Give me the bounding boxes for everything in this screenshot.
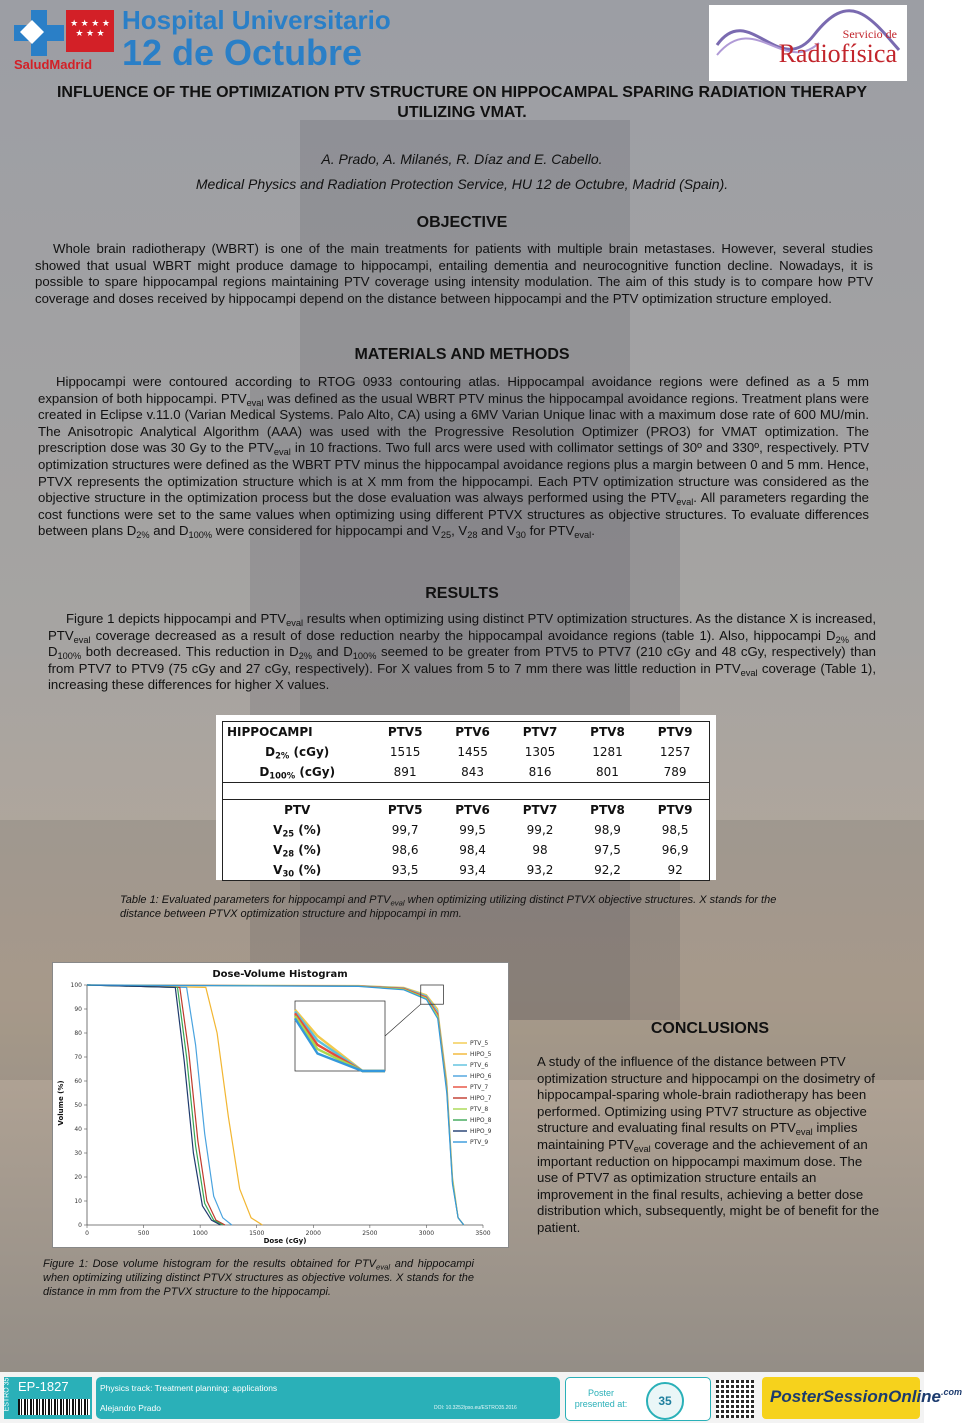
series-line [87, 985, 262, 1225]
doi-label: DOI: 10.3252/pso.eu/ESTRO35.2016 [434, 1405, 517, 1411]
chart-title: Dose-Volume Histogram [212, 969, 348, 980]
label-sub: 30 [282, 868, 295, 879]
cell: 93,5 [391, 863, 419, 877]
presented-at-box [565, 1377, 711, 1421]
results-p5: both decreased. This reduction in D [81, 644, 299, 660]
sub-v30: 30 [515, 530, 526, 541]
axes [71, 982, 491, 1237]
methods-p3: in 10 fractions. Two full arcs were used with collimator settings of 30º and 330º, respectively. PTV optimization structures were defined as the WBRT PTV minus the hippocampal avoidance regions plus a margin between 0 and 5 mm. Hence, PTVX represents the optimization structure which is at X mm from the hippocampi. Each PTV optimization structure was considered as the objective structure in the optimization process but the dose evaluation was always performed using the PTV [38, 440, 870, 506]
hospital-line2: 12 de Octubre [122, 32, 363, 73]
table-spacer [223, 783, 710, 800]
badge-number: 35 [658, 1394, 672, 1408]
footer-bar [0, 1372, 962, 1423]
col-header: PTV9 [657, 803, 693, 817]
series-lines [87, 985, 464, 1225]
cell: 801 [596, 765, 619, 779]
servicio-de-label: Servicio de [842, 27, 897, 41]
y-tick-label: 50 [74, 1102, 82, 1109]
sub-eval: eval [740, 667, 758, 678]
sub-eval: eval [574, 530, 592, 541]
conclusions-p3: coverage and the achievement of an important reduction on hippocampi maximum dose. The use of PTV7 as optimization structure entails an improvement in the final results, achieving a better dose distribution which, subsequently, might be of benefit for the patient. [537, 1136, 880, 1235]
zoom-inset [295, 985, 443, 1071]
row-label [223, 860, 372, 881]
table-row [223, 762, 710, 783]
sub-eval: eval [286, 617, 304, 628]
cross-icon [14, 10, 64, 56]
x-tick-label: 1000 [192, 1230, 208, 1237]
poster-session-online-logo[interactable] [762, 1377, 962, 1419]
cell: 92 [667, 863, 683, 877]
x-tick-label: 0 [85, 1230, 89, 1237]
sub-d100: 100% [57, 650, 82, 661]
y-tick-label: 70 [74, 1054, 82, 1061]
cell: 1305 [524, 745, 556, 759]
label: D [265, 745, 276, 759]
x-tick-label: 500 [137, 1230, 150, 1237]
row-label [223, 762, 372, 783]
label: V [273, 843, 283, 857]
sub-eval: eval [795, 1127, 813, 1138]
hospital-name [122, 6, 391, 72]
cell: 1257 [659, 745, 691, 759]
y-tick-label: 20 [74, 1174, 82, 1181]
x-tick-label: 2500 [362, 1230, 378, 1237]
y-tick-label: 80 [74, 1030, 82, 1037]
methods-p4: . All parameters regarding the cost functions were set to the same values when optimizing using different PTVX structures as objective structures. To evaluate differences between plans D [38, 490, 869, 539]
table-row [223, 840, 710, 860]
cell: 96,9 [661, 843, 689, 857]
table-row [223, 742, 710, 762]
sub-d2: 2% [136, 530, 150, 541]
series-line [87, 985, 464, 1225]
results-text [48, 611, 876, 694]
sub-eval: eval [273, 447, 291, 458]
conclusions-p2: implies maintaining PTV [537, 1120, 858, 1152]
cell: 99,5 [459, 823, 486, 837]
results-table [216, 715, 716, 880]
legend-label: HIPO_9 [470, 1128, 492, 1135]
results-p6: and D [311, 644, 353, 660]
ptv-header: PTV [284, 803, 311, 817]
table-caption [120, 893, 780, 921]
y-tick-label: 0 [78, 1222, 82, 1229]
conclusions-heading: CONCLUSIONS [650, 1020, 770, 1037]
results-p1: Figure 1 depicts hippocampi and PTV [66, 611, 287, 626]
estro-badge-icon [646, 1382, 684, 1420]
row-label [223, 820, 372, 840]
objective-body: Whole brain radiotherapy (WBRT) is one of the main treatments for patients with multiple brain metastases. However, several studies showed that usual WBRT might produce damage to hippocampi, entailing dementia and neurocognitive function decline. Nowadays, it is possible to spare hippocampal regions maintaining PTV coverage using intensity modulation. The aim of this study is to compare how PTV coverage and doses received by hippocampi depend on the distance between hippocampi and the PTV optimization structure employed. [35, 241, 873, 306]
label-sub: 2% [275, 750, 290, 761]
sub-d2: 2% [298, 650, 312, 661]
series-line [87, 985, 225, 1225]
cell: 99,7 [391, 823, 419, 837]
x-axis-label: Dose (cGy) [263, 1237, 307, 1245]
col-header: PTV7 [522, 803, 558, 817]
results-p2: results when optimizing using distinct PTV optimization structures. As the distance X is increased, PTV [48, 611, 876, 643]
sub-d2: 2% [835, 634, 849, 645]
label-unit: (%) [294, 863, 322, 877]
methods-p7: , V [451, 523, 468, 539]
methods-p2: was defined as the usual WBRT PTV minus the hippocampal avoidance regions. Treatment plans were created in Eclipse v.11.0 (Varian Medical Systems. Palo Alto, CA) using a 6MV Varian Unique linac with a maximum dose rate of 600 MU/min. The Anisotropic Analytical Algorithm (AAA) was used with the Progressive Resolution Optimizer (PRO3) for VMAT optimization. The prescription dose was 30 Gy to the PTV [38, 390, 869, 456]
x-tick-label: 1500 [249, 1230, 265, 1237]
col-header: PTV6 [455, 803, 490, 817]
author-label: Alejandro Prado [100, 1403, 161, 1413]
col-header: PTV5 [387, 803, 423, 817]
sub-d100: 100% [188, 530, 213, 541]
poster-id-badge [4, 1377, 92, 1419]
conclusions-text [537, 1054, 887, 1237]
hospital-line1: Hospital Universitario [122, 5, 391, 35]
y-tick-label: 90 [74, 1006, 82, 1013]
legend [453, 1040, 492, 1146]
col-header: PTV8 [590, 725, 625, 739]
salud-label: Salud [14, 57, 50, 72]
row-label [223, 742, 372, 762]
col-header: PTV8 [590, 803, 625, 817]
sub-eval: eval [633, 1143, 651, 1154]
hippo-header: HIPPOCAMPI [227, 725, 313, 739]
methods-p8: and V [477, 523, 516, 539]
legend-label: PTV_6 [470, 1062, 489, 1069]
methods-p6: were considered for hippocampi and V [212, 523, 441, 539]
cell: 1281 [592, 745, 623, 759]
madrid-label: Madrid [49, 57, 93, 72]
cell: 891 [393, 765, 417, 779]
results-heading: RESULTS [425, 585, 499, 602]
conclusions-p1: A study of the influence of the distance between PTV optimization structure and hippocampi on the dosimetry of hippocampal-sparing whole-brain radiotherapy has been performed. Optimizing using PTV7 structure as objective structure and evaluating final results on PTV [537, 1054, 875, 1136]
methods-p1: Hippocampi were contoured according to RTOG 0933 contouring atlas. Hippocampal avoidance regions were defined as a 5 mm expansion of both hippocampi. PTV [38, 374, 869, 406]
cell: 92,2 [594, 863, 621, 877]
methods-heading: MATERIALS AND METHODS [354, 346, 570, 363]
pso-com: .com [941, 1387, 962, 1397]
cell: 97,5 [594, 843, 621, 857]
cell: 98,9 [594, 823, 621, 837]
label-unit: (cGy) [289, 745, 330, 759]
legend-label: PTV_5 [470, 1040, 489, 1047]
poster-id: EP-1827 [18, 1379, 69, 1394]
label-unit: (%) [294, 823, 322, 837]
series-line [87, 985, 464, 1225]
sub-eval: eval [376, 1262, 391, 1272]
table-caption-a: Table 1: Evaluated parameters for hippocampi and PTV [120, 894, 391, 906]
barcode [18, 1399, 90, 1415]
dvh-svg [53, 963, 508, 1247]
series-line [87, 985, 221, 1225]
sub-v25: 25 [440, 530, 452, 541]
sub-eval: eval [73, 634, 91, 645]
x-tick-label: 3000 [418, 1230, 435, 1237]
series-line [87, 985, 464, 1225]
label: V [273, 863, 283, 877]
track-box [96, 1377, 560, 1419]
dvh-chart [52, 962, 509, 1248]
table-row [223, 820, 710, 840]
label-sub: 25 [282, 828, 295, 839]
results-p3: coverage decreased as a result of dose reduction nearby the hippocampal avoidance regions (table 1). Also, hippocampi D [90, 627, 836, 643]
figure-caption-a: Figure 1: Dose volume histogram for the results obtained for PTV [43, 1258, 377, 1270]
sub-d100: 100% [352, 650, 377, 661]
radiofisica-label: Radiofísica [778, 39, 897, 68]
y-tick-label: 100 [70, 982, 82, 989]
authors: A. Prado, A. Milanés, R. Díaz and E. Cabello. [321, 151, 603, 167]
sub-eval: eval [246, 397, 264, 408]
series-line [87, 985, 232, 1225]
pso-session: SessionOnline [822, 1387, 942, 1406]
legend-label: PTV_9 [470, 1139, 489, 1146]
x-tick-label: 3500 [475, 1230, 491, 1237]
y-tick-label: 10 [74, 1198, 82, 1205]
cell: 98,5 [661, 823, 689, 837]
y-tick-label: 40 [74, 1126, 82, 1133]
presented-at-label: presented at: [574, 1399, 628, 1409]
cell: 816 [528, 765, 552, 779]
cell: 1515 [389, 745, 421, 759]
cell: 98,6 [391, 843, 419, 857]
pso-poster: Poster [770, 1387, 823, 1406]
col-header: PTV5 [387, 725, 423, 739]
sub-v28: 28 [467, 530, 478, 541]
track-label: Physics track: Treatment planning: applications [100, 1383, 278, 1393]
legend-label: PTV_8 [470, 1106, 489, 1113]
label-sub: 100% [269, 770, 296, 781]
legend-label: HIPO_8 [470, 1117, 492, 1124]
table-row [223, 860, 710, 881]
col-header: PTV6 [455, 725, 490, 739]
cell: 99,2 [526, 823, 554, 837]
side-code: ESTRO 35 [3, 1377, 11, 1412]
label: D [259, 765, 270, 779]
row-label [223, 840, 372, 860]
x-tick-label: 2000 [305, 1230, 321, 1237]
cell: 789 [663, 765, 687, 779]
table-header-row [223, 722, 710, 743]
methods-text [38, 374, 869, 540]
poster-title: INFLUENCE OF THE OPTIMIZATION PTV STRUCTURE ON HIPPOCAMPAL SPARING RADIATION THERAPY UTILIZING VMAT. [56, 84, 868, 121]
y-tick-label: 30 [74, 1150, 82, 1157]
legend-label: HIPO_7 [470, 1095, 492, 1102]
label-unit: (%) [294, 843, 322, 857]
table-header-row [223, 800, 710, 821]
results-p8: coverage (Table 1), increasing these differences for higher X values. [48, 660, 876, 693]
label: V [273, 823, 283, 837]
series-line [87, 985, 464, 1225]
label-unit: (cGy) [295, 765, 336, 779]
cell: 98 [532, 843, 548, 857]
sub-eval: eval [390, 898, 405, 908]
results-p4: and D [48, 627, 876, 660]
salud-madrid-logo [14, 10, 114, 72]
affiliation: Medical Physics and Radiation Protection Service, HU 12 de Octubre, Madrid (Spain). [195, 176, 729, 192]
inset-connector [385, 1004, 421, 1036]
methods-p10: . [591, 523, 595, 539]
madrid-flag-icon: ★ ★ ★ ★ ★ ★ ★ [66, 10, 114, 52]
y-axis-label: Volume (%) [57, 1080, 65, 1126]
objective-text [35, 241, 873, 307]
col-header: PTV9 [657, 725, 693, 739]
table-caption-b: when optimizing utilizing distinct PTVX objective structures. X stands for the distance between PTVX optimization structure and hippocampi in mm. [120, 894, 777, 920]
cell: 93,4 [459, 863, 486, 877]
series-line [87, 985, 464, 1225]
cell: 98,4 [459, 843, 486, 857]
sub-eval: eval [676, 496, 694, 507]
legend-label: HIPO_5 [470, 1051, 492, 1058]
col-header: PTV7 [522, 725, 558, 739]
poster-label: Poster [587, 1388, 614, 1398]
figure-caption-b: and hippocampi when optimizing utilizing distinct PTVX structures as objective volumes. X stands for the distance in mm from the PTVX structure to the hippocampi. [43, 1258, 474, 1298]
results-p7: seemed to be greater from PTV5 to PTV7 (210 cGy and 48 cGy, respectively) than from PTV7 to PTV9 (75 cGy and 27 cGy, respectively). For X values from 5 to 7 mm there was little reduction in PTV [48, 644, 876, 676]
figure-caption [43, 1257, 474, 1299]
methods-p5: and D [149, 523, 189, 539]
methods-p9: for PTV [525, 523, 575, 539]
cell: 843 [461, 765, 485, 779]
series-line [87, 985, 223, 1225]
legend-label: HIPO_6 [470, 1073, 492, 1080]
y-tick-label: 60 [74, 1078, 82, 1085]
qr-code-icon [716, 1380, 754, 1418]
objective-heading: OBJECTIVE [416, 214, 508, 231]
radiofisica-logo [709, 5, 907, 81]
cell: 93,2 [526, 863, 554, 877]
legend-label: PTV_7 [470, 1084, 489, 1091]
cell: 1455 [457, 745, 488, 759]
label-sub: 28 [282, 848, 295, 859]
